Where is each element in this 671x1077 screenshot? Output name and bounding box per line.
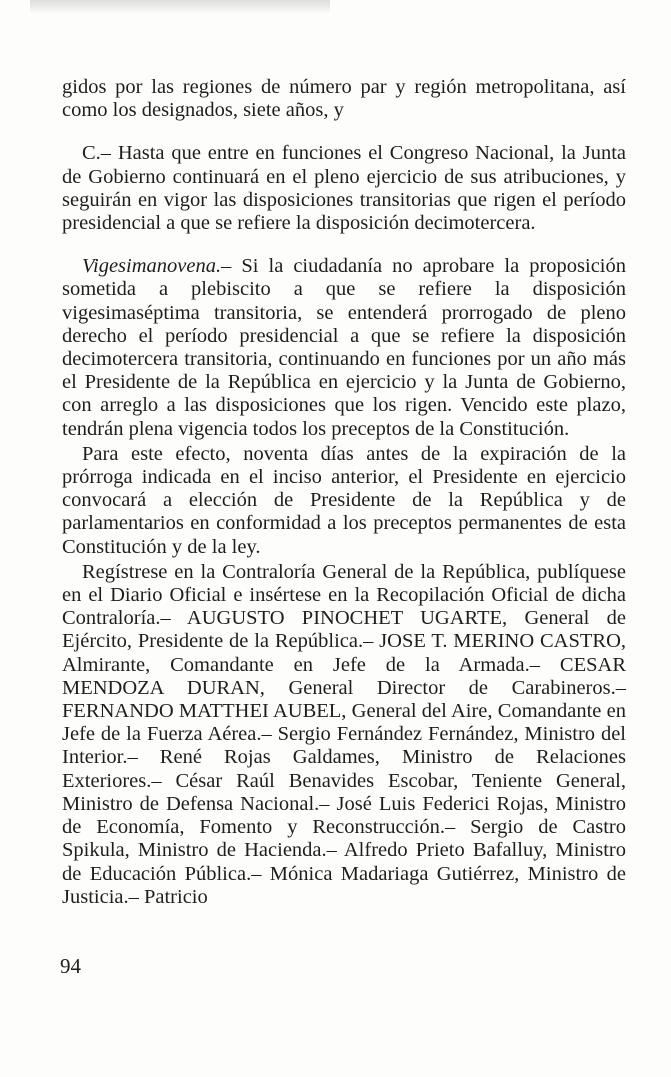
paragraph-effect: Para este efecto, noventa días antes de la expiración de la prórroga indicada en el inciso anterior, el Presidente en ejercicio convocará a elección de Presidente de la República y de parlamentarios en conformidad a los preceptos permanentes de esta Constitución y de la ley. — [62, 442, 626, 558]
article-heading: Vigesimanovena.– — [82, 255, 232, 278]
paragraph-clause-c: C.– Hasta que entre en funciones el Congreso Nacional, la Junta de Gobierno continuará en el pleno ejercicio de sus atribuciones, y seguirán en vigor las disposiciones transitorias que rigen el período presidencial a que se refiere la disposición decimotercera. — [62, 142, 626, 235]
body-text — [62, 76, 626, 909]
paragraph-signatures: Regístrese en la Contraloría General de la República, publíquese en el Diario Oficial e insértese en la Recopilación Oficial de dicha Contraloría.– AUGUSTO PINOCHET UGARTE, General de Ejército, Presidente de la República.– JOSE T. MERINO CASTRO, Almirante, Comandante en Jefe de la Armada.– CESAR MENDOZA DURAN, General Director de Carabineros.– FERNANDO MATTHEI AUBEL, General del Aire, Comandante en Jefe de la Fuerza Aérea.– Sergio Fernández Fernández, Ministro del Interior.– René Rojas Galdames, Ministro de Relaciones Exteriores.– César Raúl Benavides Escobar, Teniente General, Ministro de Defensa Nacional.– José Luis Federici Rojas, Ministro de Economía, Fomento y Reconstrucción.– Sergio de Castro Spikula, Ministro de Hacienda.– Alfredo Prieto Bafalluy, Ministro de Educación Pública.– Mónica Madariaga Gutiérrez, Ministro de Justicia.– Patricio — [62, 560, 626, 908]
paragraph-continuation: gidos por las regiones de número par y región metropolitana, así como los designados, siete años, y — [62, 76, 626, 122]
paragraph-article-29 — [62, 255, 626, 441]
page-number: 94 — [60, 954, 81, 978]
article-body: Si la ciudadanía no aprobare la proposición sometida a plebiscito a que se refiere la disposición vigesimaséptima transitoria, se entenderá prorrogado de pleno derecho el período presidencial a que se refiere la disposición decimotercera transitoria, continuando en funciones por un año más el Presidente de la República en ejercicio y la Junta de Gobierno, con arreglo a las disposiciones que los rigen. Vencido este plazo, tendrán plena vigencia todos los preceptos de la Constitución. — [62, 255, 626, 440]
scan-shadow — [30, 0, 330, 14]
